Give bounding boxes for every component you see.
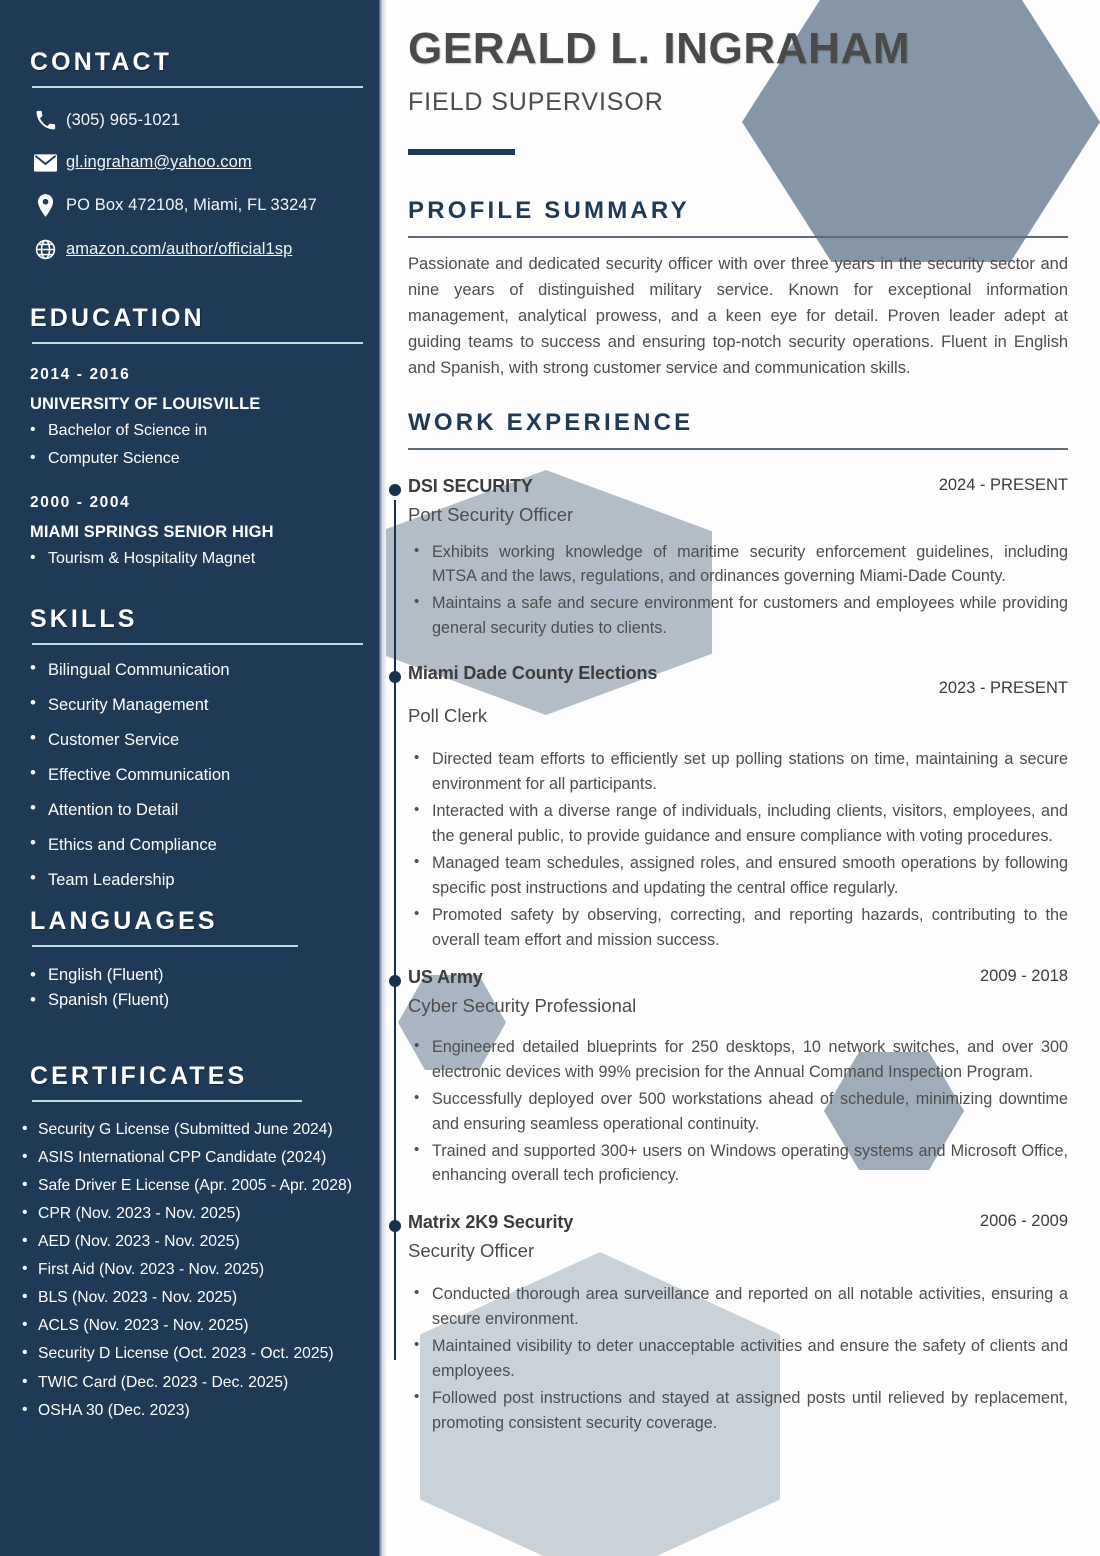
- experience-entry-dsi-security: [408, 476, 1068, 642]
- contact-email-text: gl.ingraham@yahoo.com: [66, 153, 252, 171]
- job-bullet: • Managed team schedules, assigned roles, and ensured smooth operations by following specific post instructions and updating the central office regularly.: [408, 851, 1068, 901]
- job-header: [408, 663, 1068, 698]
- contact-phone-text: (305) 965-1021: [66, 111, 181, 129]
- experience-entry-matrix-2k9-security: [408, 1212, 1068, 1436]
- header-accent-bar: [408, 149, 515, 155]
- job-bullet: • Successfully deployed over 500 workstations ahead of schedule, minimizing downtime and ensuring seamless operational continuity.: [408, 1087, 1068, 1137]
- job-bullet: • Maintains a safe and secure environment for customers and employees while providing general security duties to clients.: [408, 591, 1068, 641]
- timeline-dot: [389, 975, 401, 987]
- contact-item-email[interactable]: [30, 153, 363, 172]
- education-section-title: EDUCATION: [30, 304, 205, 332]
- work-experience-title: WORK EXPERIENCE: [408, 408, 694, 436]
- contact-item-address[interactable]: [30, 194, 363, 217]
- profile-summary-divider: [408, 236, 1068, 238]
- job-bullets: [408, 540, 1068, 642]
- timeline-dot: [389, 671, 401, 683]
- job-header: [408, 967, 1068, 988]
- education-details: [30, 545, 363, 573]
- certificates-title-divider: [32, 1100, 302, 1102]
- education-detail-line: • Bachelor of Science in: [30, 417, 363, 445]
- job-dates: 2023 - PRESENT: [938, 679, 1068, 698]
- job-header: [408, 1212, 1068, 1233]
- phone-icon: [30, 110, 60, 131]
- job-bullets: [408, 1035, 1068, 1189]
- contact-title-divider: [32, 86, 363, 88]
- job-bullets: [408, 747, 1068, 953]
- job-bullets: [408, 1282, 1068, 1436]
- certificate-item: • CPR (Nov. 2023 - Nov. 2025): [22, 1200, 363, 1228]
- contact-address-text: PO Box 472108, Miami, FL 33247: [66, 196, 317, 214]
- job-bullet: • Engineered detailed blueprints for 250 desktops, 10 network switches, and over 300 electronic devices with 99% precision for the Annual Command Inspection Program.: [408, 1035, 1068, 1085]
- certificate-item: • TWIC Card (Dec. 2023 - Dec. 2025): [22, 1369, 363, 1397]
- education-dates: 2000 - 2004: [30, 494, 131, 512]
- job-bullet: • Promoted safety by observing, correcting, and reporting hazards, contributing to the overall team effort and mission success.: [408, 903, 1068, 953]
- languages-list: [30, 963, 363, 1014]
- certificate-item: • Security D License (Oct. 2023 - Oct. 2025): [22, 1340, 363, 1368]
- skills-list: [30, 661, 363, 890]
- certificate-item: • Security G License (Submitted June 2024): [22, 1116, 363, 1144]
- sidebar-edge-divider: [379, 0, 386, 1556]
- certificate-item: • OSHA 30 (Dec. 2023): [22, 1397, 363, 1425]
- experience-entry-miami-dade-elections: [408, 663, 1068, 953]
- certificate-item: • First Aid (Nov. 2023 - Nov. 2025): [22, 1256, 363, 1284]
- job-company: DSI SECURITY: [408, 475, 533, 496]
- job-company: Miami Dade County Elections: [408, 663, 658, 684]
- certificate-item: • AED (Nov. 2023 - Nov. 2025): [22, 1228, 363, 1256]
- contact-website-text: amazon.com/author/official1sp: [66, 240, 293, 258]
- work-experience-divider: [408, 448, 1068, 450]
- timeline-dot: [389, 1220, 401, 1232]
- certificate-item: • BLS (Nov. 2023 - Nov. 2025): [22, 1284, 363, 1312]
- certificate-item: • ACLS (Nov. 2023 - Nov. 2025): [22, 1312, 363, 1340]
- job-bullet: • Interacted with a diverse range of individuals, including clients, visitors, employees, and the general public, to provide guidance and ensure compliance with voting procedures.: [408, 799, 1068, 849]
- job-bullet: • Maintained visibility to deter unacceptable activities and ensure the safety of clients and employees.: [408, 1334, 1068, 1384]
- job-dates: 2006 - 2009: [979, 1212, 1068, 1231]
- certificate-item: • Safe Driver E License (Apr. 2005 - Apr. 2028): [22, 1172, 363, 1200]
- education-details: [30, 417, 363, 472]
- skill-item: • Ethics and Compliance: [30, 836, 363, 854]
- location-icon: [30, 194, 60, 217]
- experience-entry-us-army: [408, 967, 1068, 1189]
- education-detail-line-cont: • Computer Science: [30, 445, 363, 473]
- job-bullet: • Exhibits working knowledge of maritime security enforcement guidelines, including MTSA and the laws, regulations, and ordinances governing Miami-Dade County.: [408, 540, 1068, 590]
- education-entry-2: [30, 494, 363, 573]
- timeline-dot: [389, 484, 401, 496]
- job-role: Port Security Officer: [408, 503, 574, 525]
- job-company: Matrix 2K9 Security: [408, 1212, 574, 1233]
- job-header: [408, 476, 1068, 497]
- job-role: Cyber Security Professional: [408, 994, 637, 1016]
- job-dates: 2024 - PRESENT: [938, 475, 1068, 494]
- certificate-item: • ASIS International CPP Candidate (2024): [22, 1144, 363, 1172]
- page-title: GERALD L. INGRAHAM: [408, 24, 911, 73]
- job-bullet: • Trained and supported 300+ users on Windows operating systems and Microsoft Office, enhancing overall tech proficiency.: [408, 1139, 1068, 1189]
- sidebar: [0, 0, 385, 1556]
- job-role: Security Officer: [408, 1240, 535, 1262]
- language-item: • English (Fluent): [30, 963, 363, 989]
- education-school: UNIVERSITY OF LOUISVILLE: [30, 395, 261, 413]
- language-item: • Spanish (Fluent): [30, 988, 363, 1014]
- education-school: MIAMI SPRINGS SENIOR HIGH: [30, 523, 274, 542]
- profile-summary-text: Passionate and dedicated security officer with over three years in the security sector and nine years of distinguished military service. Known for exceptional information management, analytical prowess, and a keen eye for detail. Proven leader adept at guiding teams to success and ensuring top-notch security operations. Fluent in English and Spanish, with strong customer service and communication skills.: [408, 254, 1068, 377]
- skill-item: • Customer Service: [30, 731, 363, 749]
- job-bullet: • Followed post instructions and stayed at assigned posts until relieved by replacement, promoting consistent security coverage.: [408, 1386, 1068, 1436]
- skill-item: • Attention to Detail: [30, 801, 363, 819]
- skill-item: • Security Management: [30, 696, 363, 714]
- certificates-section-title: CERTIFICATES: [30, 1061, 248, 1090]
- skill-item: • Team Leadership: [30, 871, 363, 889]
- job-bullet: • Conducted thorough area surveillance and reported on all notable activities, ensuring a secure environment.: [408, 1282, 1068, 1332]
- certificates-list: [22, 1116, 363, 1425]
- languages-section-title: LANGUAGES: [30, 906, 218, 935]
- education-entry-1: [30, 366, 363, 472]
- main-column: [408, 0, 1068, 1556]
- education-dates: 2014 - 2016: [30, 366, 131, 383]
- job-company: US Army: [408, 966, 483, 987]
- contact-item-phone[interactable]: [30, 110, 363, 131]
- job-title-subheading: FIELD SUPERVISOR: [408, 88, 664, 116]
- languages-title-divider: [32, 945, 298, 947]
- profile-summary-title: PROFILE SUMMARY: [408, 197, 690, 224]
- skill-item: • Bilingual Communication: [30, 661, 363, 679]
- globe-icon: [30, 239, 60, 260]
- skills-title-divider: [32, 643, 363, 645]
- contact-section-title: CONTACT: [30, 48, 173, 76]
- education-title-divider: [32, 342, 363, 344]
- education-detail-line: • Tourism & Hospitality Magnet: [30, 545, 363, 573]
- job-dates: 2009 - 2018: [979, 966, 1068, 985]
- skills-section-title: SKILLS: [30, 604, 138, 633]
- skill-item: • Effective Communication: [30, 766, 363, 784]
- job-bullet: • Directed team efforts to efficiently set up polling stations on time, maintaining a secure environment for all participants.: [408, 747, 1068, 797]
- envelope-icon: [30, 154, 60, 172]
- job-role: Poll Clerk: [408, 705, 488, 727]
- contact-item-website[interactable]: [30, 239, 363, 260]
